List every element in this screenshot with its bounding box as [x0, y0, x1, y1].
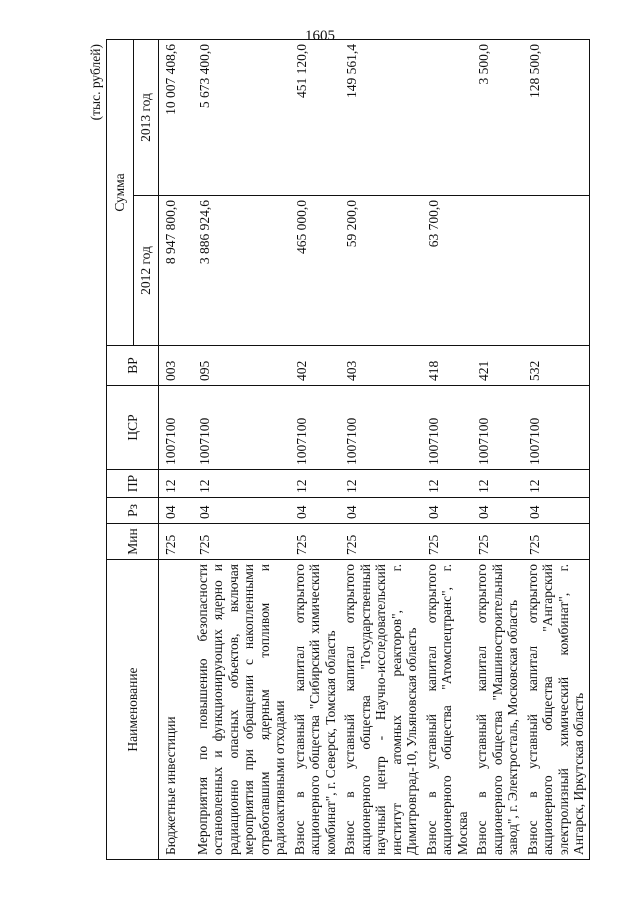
cell-name: Взнос в уставный капитал открытого акционерного общества "Машиностроительный завод", г. Электросталь, Московская область [472, 560, 523, 860]
cell-min: 725 [340, 524, 422, 560]
header-2012: 2012 год [134, 196, 159, 346]
cell-pr: 12 [422, 470, 473, 498]
cell-min: 725 [159, 524, 193, 560]
cell-pr: 12 [193, 470, 290, 498]
cell-csr: 1007100 [159, 386, 193, 470]
cell-2013: 149 561,4 [340, 39, 422, 195]
cell-csr: 1007100 [422, 386, 473, 470]
header-pr: ПР [107, 470, 159, 498]
budget-table [106, 39, 590, 860]
cell-name: Мероприятия по повышению безопасности остановленных и функционирующих ядерно и радиационно опасных объектов, включая мероприятия при обращении с накопленными отработавшим ядерным топливом и радиоактивными отходами [193, 560, 290, 860]
cell-min: 725 [523, 524, 590, 560]
cell-name: Взнос в уставный капитал открытого акционерного общества "Сибирский химический комбинат", г. Северск, Томская область [290, 560, 341, 860]
cell-pr: 12 [340, 470, 422, 498]
cell-2012: 63 700,0 [422, 196, 473, 346]
cell-name: Взнос в уставный капитал открытого акционерного общества "Атомспецтранс", г. Москва [422, 560, 473, 860]
rotated-table-block [88, 40, 633, 860]
cell-rz: 04 [422, 498, 473, 524]
cell-vr: 418 [422, 346, 473, 386]
cell-rz: 04 [159, 498, 193, 524]
cell-name: Бюджетные инвестиции [159, 560, 193, 860]
header-2013: 2013 год [134, 39, 159, 195]
cell-vr: 421 [472, 346, 523, 386]
header-vr: ВР [107, 346, 159, 386]
table-row [523, 39, 590, 859]
cell-pr: 12 [472, 470, 523, 498]
cell-2012: 465 000,0 [290, 196, 341, 346]
header-csr: ЦСР [107, 386, 159, 470]
cell-csr: 1007100 [193, 386, 290, 470]
cell-2012 [472, 196, 523, 346]
cell-2013: 128 500,0 [523, 39, 590, 195]
table-row [340, 39, 422, 859]
table-row [290, 39, 341, 859]
cell-2013: 5 673 400,0 [193, 39, 290, 195]
cell-2012: 8 947 800,0 [159, 196, 193, 346]
cell-2013: 3 500,0 [472, 39, 523, 195]
cell-2012: 59 200,0 [340, 196, 422, 346]
cell-vr: 532 [523, 346, 590, 386]
cell-pr: 12 [523, 470, 590, 498]
cell-min: 725 [193, 524, 290, 560]
header-sum: Сумма [107, 39, 134, 345]
cell-vr: 003 [159, 346, 193, 386]
cell-2012 [523, 196, 590, 346]
cell-min: 725 [290, 524, 341, 560]
cell-2013 [422, 39, 473, 195]
cell-csr: 1007100 [523, 386, 590, 470]
header-rz: Рз [107, 498, 159, 524]
header-name: Наименование [107, 560, 159, 860]
cell-vr: 403 [340, 346, 422, 386]
cell-rz: 04 [340, 498, 422, 524]
cell-vr: 095 [193, 346, 290, 386]
cell-csr: 1007100 [290, 386, 341, 470]
cell-2013: 10 007 408,6 [159, 39, 193, 195]
cell-vr: 402 [290, 346, 341, 386]
cell-rz: 04 [523, 498, 590, 524]
table-row [472, 39, 523, 859]
cell-name: Взнос в уставный капитал открытого акционерного общества "Государственный научный центр - Научно-исследовательский институт атомных реакторов", г. Димитровград-10, Ульяновская область [340, 560, 422, 860]
table-row [159, 39, 193, 859]
cell-pr: 12 [159, 470, 193, 498]
cell-rz: 04 [290, 498, 341, 524]
cell-csr: 1007100 [340, 386, 422, 470]
cell-rz: 04 [472, 498, 523, 524]
cell-2012: 3 886 924,6 [193, 196, 290, 346]
header-min: Мин [107, 524, 159, 560]
cell-rz: 04 [193, 498, 290, 524]
cell-2013: 451 120,0 [290, 39, 341, 195]
cell-name: Взнос в уставный капитал открытого акционерного общества "Ангарский электролизный химический комбинат", г. Ангарск, Иркутская область [523, 560, 590, 860]
cell-csr: 1007100 [472, 386, 523, 470]
units-note: (тыс. рублей) [88, 44, 103, 121]
page-number: 1605 [305, 28, 335, 44]
table-row [422, 39, 473, 859]
table-body [159, 39, 590, 859]
cell-min: 725 [472, 524, 523, 560]
table-row [193, 39, 290, 859]
cell-pr: 12 [290, 470, 341, 498]
cell-min: 725 [422, 524, 473, 560]
